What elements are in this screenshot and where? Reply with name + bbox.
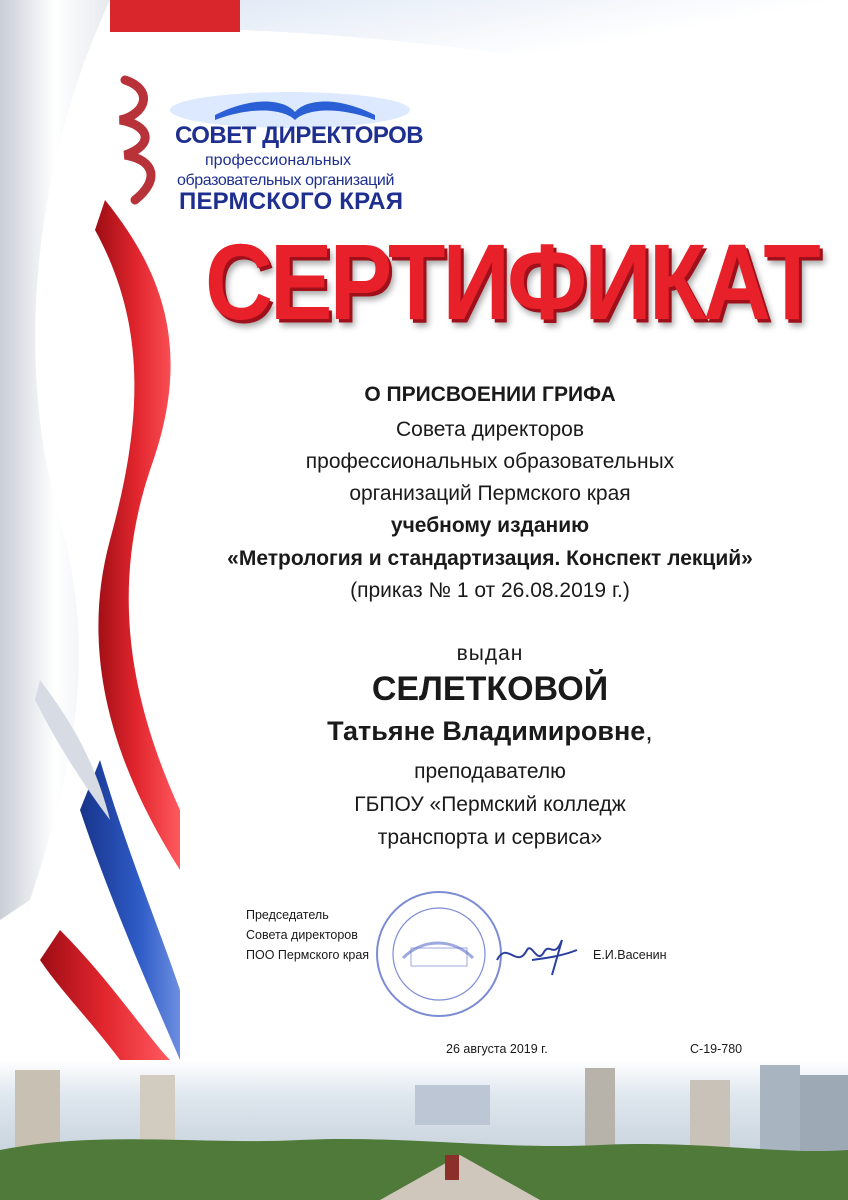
recipient-name-comma: , [645,716,653,746]
logo-line-2: профессиональных [205,152,352,169]
certificate-title: СЕРТИФИКАТ [205,221,818,342]
issued-label: выдан [456,642,524,665]
signer-role-2: Совета директоров [246,928,358,942]
logo-line-3: образовательных организаций [177,172,394,189]
signer-role-1: Председатель [246,908,329,922]
handwritten-signature-icon [492,930,582,980]
edition-label: учебному изданию [390,514,590,537]
recipient-name: Татьяне Владимировне [327,716,646,746]
official-seal-icon [373,888,505,1020]
award-heading: О ПРИСВОЕНИИ ГРИФА [364,383,616,406]
city-panorama-image [0,1060,848,1200]
issue-date: 26 августа 2019 г. [446,1042,548,1056]
signer-role-3: ПОО Пермского края [246,948,370,962]
edition-title: «Метрология и стандартизация. Конспект лекций» [227,547,753,570]
award-line-3: организаций Пермского края [349,482,631,505]
award-line-2: профессиональных образовательных [305,450,675,473]
logo-line-1: СОВЕТ ДИРЕКТОРОВ [175,122,424,149]
signer-name: Е.И.Васенин [593,948,667,962]
recipient-org-line-2: транспорта и сервиса» [377,826,603,849]
certificate-number: С-19-780 [690,1042,743,1056]
council-logo [105,60,425,220]
award-line-1: Совета директоров [396,418,584,441]
order-reference: (приказ № 1 от 26.08.2019 г.) [350,579,630,602]
recipient-org-line-1: ГБПОУ «Пермский колледж [354,793,626,816]
recipient-position: преподавателю [414,760,566,783]
logo-line-4: ПЕРМСКОГО КРАЯ [179,188,404,215]
recipient-surname: СЕЛЕТКОВОЙ [371,670,609,708]
recipient-name-line [190,716,790,747]
